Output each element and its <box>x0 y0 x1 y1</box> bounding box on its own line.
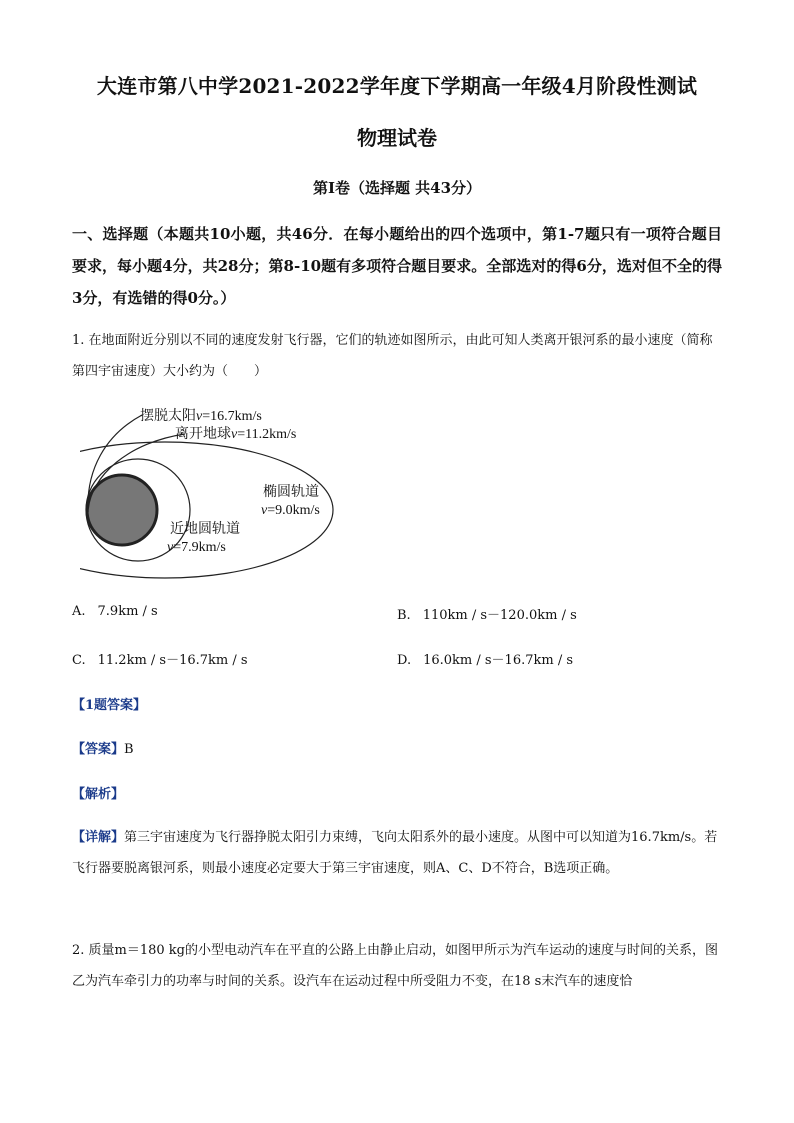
section-instructions: 一、选择题（本题共10小题，共46分．在每小题给出的四个选项中，第1-7题只有一项符合题目要求，每小题4分，共28分；第8-10题有多项符合题目要求。全部选对的得6分，选对但不全的得3分，有选错的得0分。） <box>72 225 722 307</box>
option-b-letter: B. <box>397 608 411 623</box>
option-d-text: 16.0km / s－16.7km / s <box>423 653 574 668</box>
part-title: 第I卷（选择题 共43分） <box>312 179 482 197</box>
svg-text:v=7.9km/s <box>167 540 226 555</box>
option-c-letter: C. <box>72 653 86 668</box>
value-ellipse: =9.0km/s <box>267 503 320 518</box>
svg-text:离开地球v=11.2km/s <box>175 425 296 442</box>
answer-section-header: 【1题答案】 <box>72 698 147 713</box>
option-b-text: 110km / s－120.0km / s <box>422 608 577 623</box>
option-c-text: 11.2km / s－16.7km / s <box>97 653 248 668</box>
svg-text:v=9.0km/s <box>261 503 320 518</box>
label-escape-sun: 摆脱太阳 <box>140 409 196 424</box>
value-near-earth: =7.9km/s <box>173 540 226 555</box>
question-1-stem: 1. 在地面附近分别以不同的速度发射飞行器，它们的轨迹如图所示，由此可知人类离开银河系的最小速度（简称第四宇宙速度）大小约为（ ） <box>72 333 713 379</box>
label-leave-earth: 离开地球 <box>175 427 231 442</box>
detail-text: 第三宇宙速度为飞行器挣脱太阳引力束缚，飞向太阳系外的最小速度。从图中可以知道为16.7km/s。若飞行器要脱离银河系，则最小速度必定要大于第三宇宙速度，则A、C、D不符合，B选项正确。 <box>72 830 718 876</box>
svg-text:摆脱太阳v=16.7km/s <box>140 407 262 424</box>
question-2-stem: 2. 质量m＝180 kg的小型电动汽车在平直的公路上由静止启动，如图甲所示为汽车运动的速度与时间的关系，图乙为汽车牵引力的功率与时间的关系。设汽车在运动过程中所受阻力不变，在18 s末汽车的速度恰 <box>72 943 719 989</box>
option-d <box>397 649 573 668</box>
detail-explanation <box>72 822 722 884</box>
detail-label: 【详解】 <box>72 830 125 845</box>
option-b <box>397 604 577 623</box>
var-v-4: v <box>167 540 174 555</box>
analysis-header: 【解析】 <box>72 787 125 802</box>
answer-label: 【答案】 <box>72 742 125 757</box>
answer-value: B <box>124 742 134 757</box>
label-near-earth: 近地圆轨道 <box>170 522 240 537</box>
value-escape-sun: =16.7km/s <box>202 409 262 424</box>
answer-line <box>72 738 134 757</box>
subject-title: 物理试卷 <box>357 126 437 150</box>
value-leave-earth: =11.2km/s <box>237 427 297 442</box>
orbit-diagram <box>80 400 340 580</box>
option-a-letter: A. <box>72 604 86 619</box>
var-v-1: v <box>196 409 203 424</box>
option-a-text: 7.9km / s <box>97 604 158 619</box>
option-d-letter: D. <box>397 653 412 668</box>
option-a <box>72 604 158 619</box>
label-ellipse: 椭圆轨道 <box>263 485 319 500</box>
earth-icon <box>87 475 157 545</box>
var-v-3: v <box>261 503 268 518</box>
option-c <box>72 649 248 668</box>
var-v-2: v <box>231 427 238 442</box>
exam-title: 大连市第八中学2021-2022学年度下学期高一年级4月阶段性测试 <box>96 74 698 98</box>
